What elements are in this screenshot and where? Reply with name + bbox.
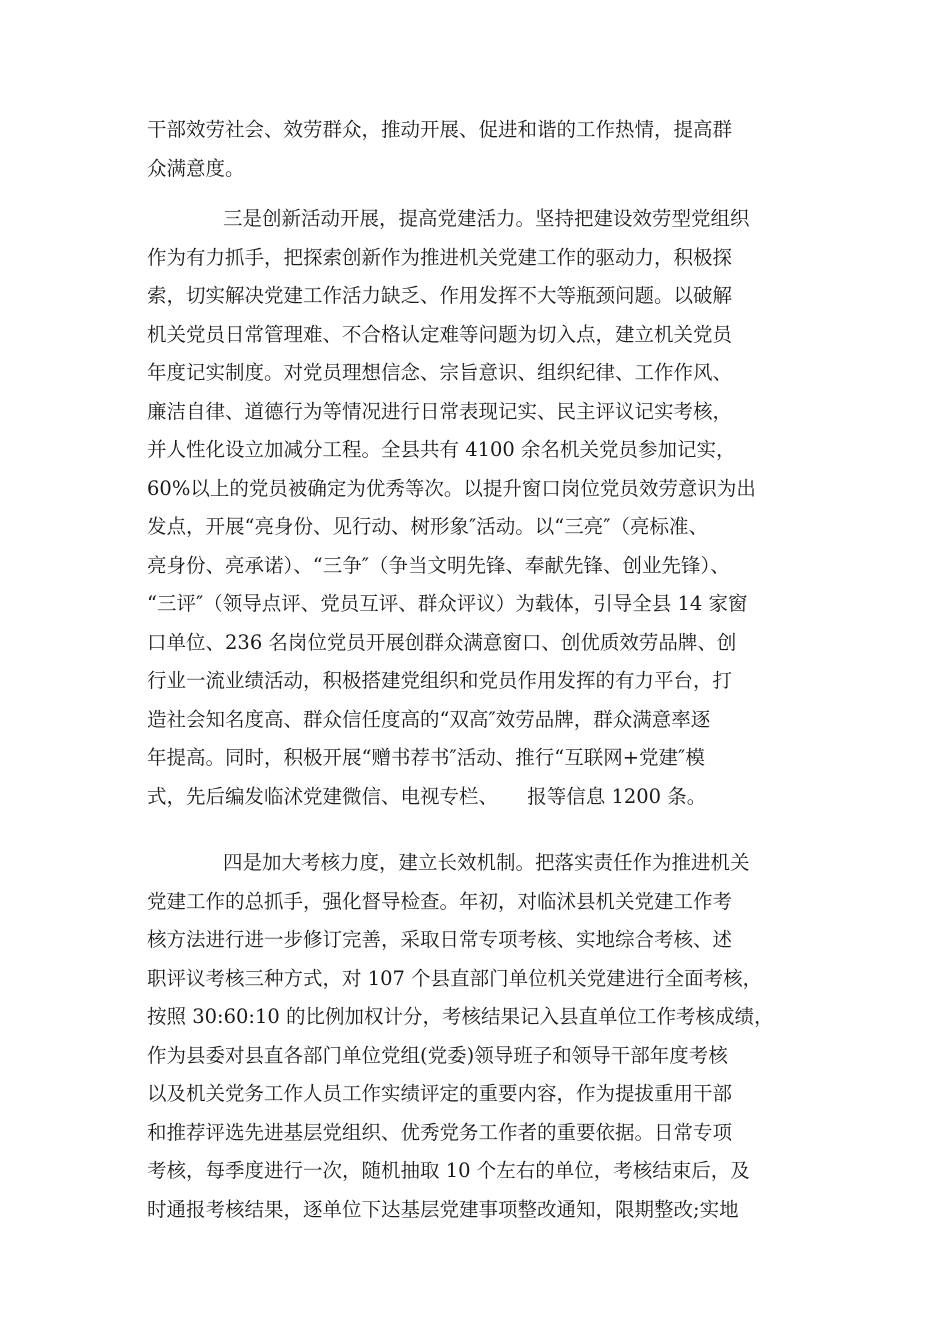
- paragraph-line: 60%以上的党员被确定为优秀等次。以提升窗口岗位党员效劳意识为出: [147, 476, 756, 500]
- paragraph-line: 机关党员日常管理难、不合格认定难等问题为切入点，建立机关党员: [147, 322, 733, 346]
- paragraph-line: 时通报考核结果，逐单位下达基层党建事项整改通知，限期整改;实地: [147, 1197, 739, 1221]
- paragraph-line: 四是加大考核力度，建立长效机制。把落实责任作为推进机关: [223, 851, 750, 874]
- paragraph-line: 以及机关党务工作人员工作实绩评定的重要内容，作为提拔重用干部: [147, 1082, 733, 1105]
- paragraph-line: 并人性化设立加减分工程。全县共有 4100 余名机关党员参加记实，: [147, 438, 736, 461]
- paragraph-line: “三评″（领导点评、党员互评、群众评议）为载体，引导全县 14 家窗: [147, 592, 748, 615]
- paragraph-line: 廉洁自律、道德行为等情况进行日常表现记实、民主评议记实考核，: [147, 399, 733, 423]
- paragraph-line: 行业一流业绩活动，积极搭建党组织和党员作用发挥的有力平台，打: [147, 669, 733, 692]
- paragraph-line: 核方法进行进一步修订完善，采取日常专项考核、实地综合考核、述: [147, 928, 733, 951]
- paragraph-line: 年提高。同时，积极开展“赠书荐书″活动、推行“互联网+党建″模: [147, 746, 705, 769]
- paragraph-line: 考核，每季度进行一次，随机抽取 10 个左右的单位，考核结束后，及: [147, 1159, 750, 1182]
- paragraph-line: 口单位、236 名岗位党员开展创群众满意窗口、创优质效劳品牌、创: [147, 630, 737, 654]
- paragraph-line: 三是创新活动开展，提高党建活力。坚持把建设效劳型党组织: [223, 207, 750, 230]
- paragraph-line: 按照 30:60:10 的比例加权计分，考核结果记入县直单位工作考核成绩，: [147, 1005, 774, 1028]
- paragraph-line: 干部效劳社会、效劳群众，推动开展、促进和谐的工作热情，提高群: [147, 118, 733, 141]
- paragraph-line: 作为有力抓手，把探索创新作为推进机关党建工作的驱动力，积极探: [147, 245, 733, 269]
- paragraph-line: 年度记实制度。对党员理想信念、宗旨意识、组织纪律、工作作风、: [147, 361, 733, 384]
- paragraph-line: 发点，开展“亮身份、见行动、树形象″活动。以“三亮″（亮标准、: [147, 515, 709, 538]
- paragraph-line: 众满意度。: [147, 156, 245, 180]
- paragraph-line: 党建工作的总抓手，强化督导检查。年初，对临沭县机关党建工作考: [147, 889, 733, 913]
- paragraph-1: [147, 111, 807, 188]
- paragraph-line: 作为县委对县直各部门单位党组(党委)领导班子和领导干部年度考核: [147, 1043, 728, 1067]
- paragraph-2: [147, 200, 807, 816]
- paragraph-line: 和推荐评选先进基层党组织、优秀党务工作者的重要依据。日常专项: [147, 1120, 733, 1144]
- paragraph-line: 亮身份、亮承诺）、“三争″（争当文明先锋、奉献先锋、创业先锋）、: [147, 553, 730, 577]
- paragraph-line: 造社会知名度高、群众信任度高的“双高″效劳品牌，群众满意率逐: [147, 707, 711, 731]
- paragraph-3: [147, 844, 807, 1229]
- paragraph-line: 职评议考核三种方式，对 107 个县直部门单位机关党建进行全面考核，: [147, 966, 763, 990]
- paragraph-line: 索，切实解决党建工作活力缺乏、作用发挥不大等瓶颈问题。以破解: [147, 284, 733, 307]
- paragraph-line: 式，先后编发临沭党建微信、电视专栏、 报等信息 1200 条。: [147, 784, 707, 808]
